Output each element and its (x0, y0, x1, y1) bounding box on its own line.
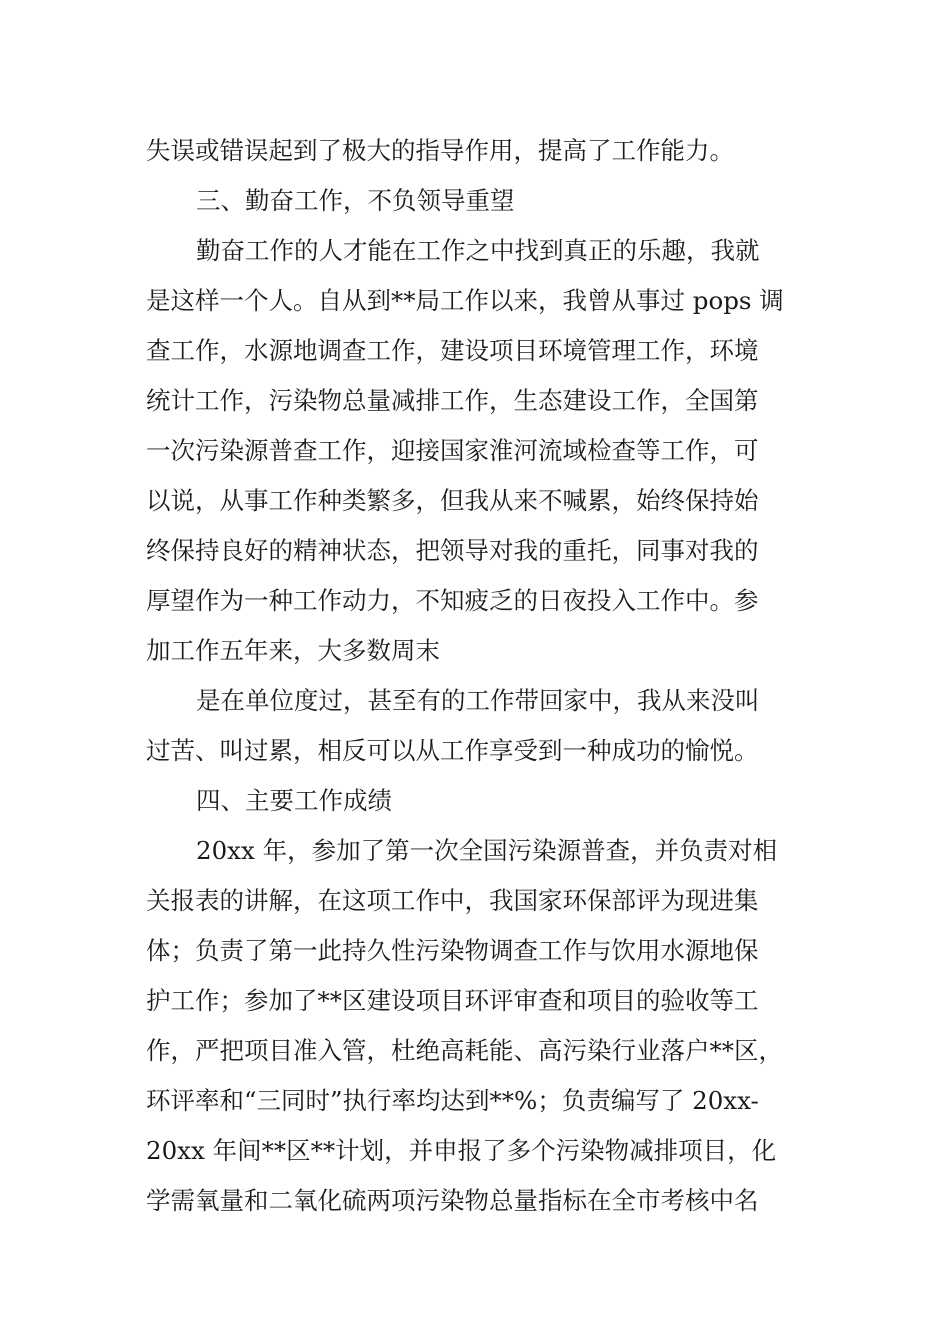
paragraph-first-line: 是在单位度过，甚至有的工作带回家中，我从来没叫 (196, 686, 760, 715)
text-line: 终保持良好的精神状态，把领导对我的重托，同事对我的 (146, 536, 759, 565)
paragraph-first-line: 20xx 年，参加了第一次全国污染源普查，并负责对相 (196, 836, 778, 865)
text-line: 护工作；参加了**区建设项目环评审查和项目的验收等工 (146, 986, 759, 1015)
text-line: 关报表的讲解，在这项工作中，我国家环保部评为现进集 (146, 886, 759, 915)
text-line: 查工作，水源地调查工作，建设项目环境管理工作，环境 (146, 336, 759, 365)
paragraph-first-line: 勤奋工作的人才能在工作之中找到真正的乐趣，我就 (196, 236, 760, 265)
text-line: 以说，从事工作种类繁多，但我从来不喊累，始终保持始 (146, 486, 759, 515)
document-body (146, 126, 806, 1226)
text-line: 体；负责了第一此持久性污染物调查工作与饮用水源地保 (146, 936, 759, 965)
text-line: 加工作五年来，大多数周末 (146, 636, 440, 665)
text-line: 学需氧量和二氧化硫两项污染物总量指标在全市考核中名 (146, 1186, 759, 1215)
text-line: 统计工作，污染物总量减排工作，生态建设工作，全国第 (146, 386, 759, 415)
text-line: 过苦、叫过累，相反可以从工作享受到一种成功的愉悦。 (146, 736, 759, 765)
paragraph-first-line: 三、勤奋工作，不负领导重望 (196, 186, 515, 215)
text-line: 一次污染源普查工作，迎接国家淮河流域检查等工作，可 (146, 436, 759, 465)
text-line: 失误或错误起到了极大的指导作用，提高了工作能力。 (146, 136, 734, 165)
text-line: 作，严把项目准入管，杜绝高耗能、高污染行业落户**区， (146, 1036, 783, 1065)
text-line: 厚望作为一种工作动力，不知疲乏的日夜投入工作中。参 (146, 586, 759, 615)
paragraph-first-line: 四、主要工作成绩 (196, 786, 392, 815)
text-line: 环评率和“三同时”执行率均达到**%；负责编写了 20xx- (146, 1086, 759, 1115)
text-line: 20xx 年间**区**计划，并申报了多个污染物减排项目，化 (146, 1136, 777, 1165)
text-line: 是这样一个人。自从到**局工作以来，我曾从事过 pops 调 (146, 286, 784, 315)
